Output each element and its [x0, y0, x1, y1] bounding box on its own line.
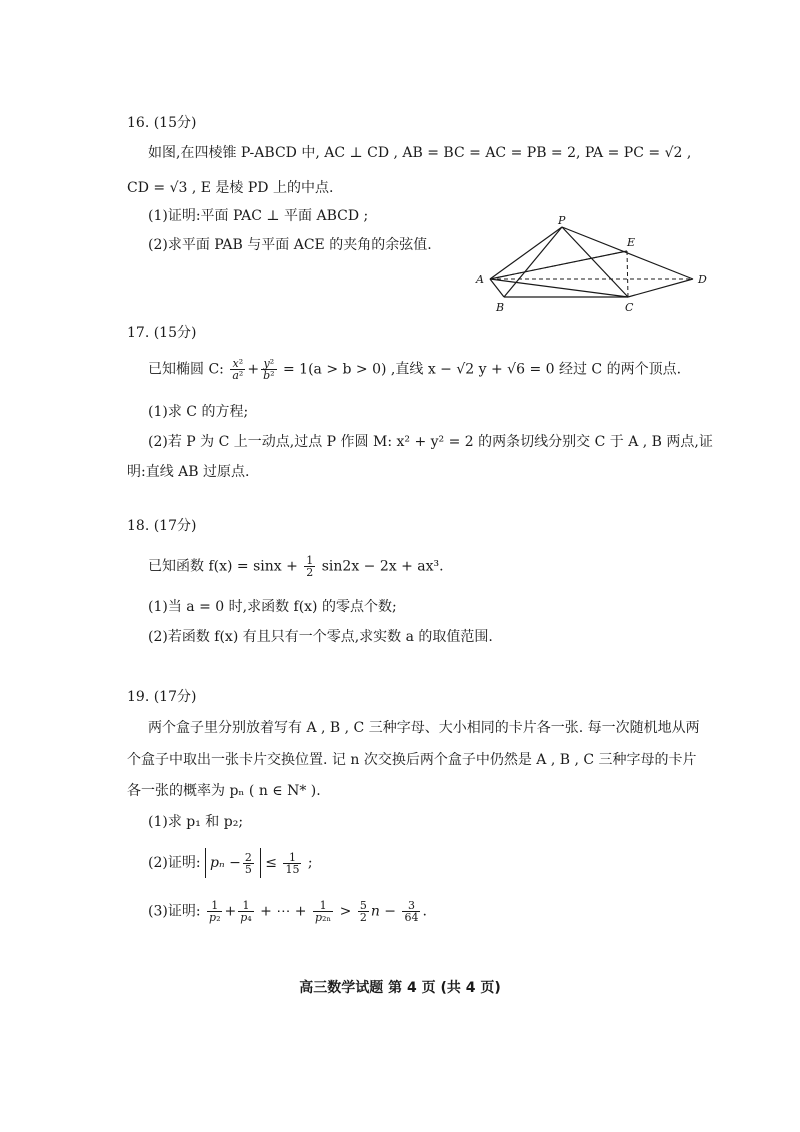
- q16-part2: (2)求平面 PAB 与平面 ACE 的夹角的余弦值.: [148, 237, 432, 253]
- frac-two-fifths: $\frac{2}{5}$: [244, 850, 252, 876]
- q18-heading: 18. (17分): [127, 518, 197, 534]
- label-E: E: [627, 236, 636, 249]
- q19-statement-line1: 两个盒子里分别放着写有 A , B , C 三种字母、大小相同的卡片各一张. 每一次随机地从两: [148, 720, 700, 736]
- q19-part1: (1)求 p₁ 和 p₂;: [148, 814, 244, 830]
- frac-y2-b2: $\frac{\text{y²}}{\text{b²}}$: [263, 357, 275, 382]
- q16-heading: 16. (15分): [127, 115, 197, 131]
- q18-statement: 已知函数 f(x) = sinx + $\frac{1}{2}$ sin2x − 2x + ax³.: [148, 554, 444, 579]
- q16-part1: (1)证明:平面 PAC ⊥ 平面 ABCD ;: [148, 208, 369, 224]
- q17-part1: (1)求 C 的方程;: [148, 404, 249, 420]
- label-D: D: [698, 273, 707, 286]
- abs-value: pₙ − $\frac{2}{5}$: [205, 848, 261, 878]
- q18-part1: (1)当 a = 0 时,求函数 f(x) 的零点个数;: [148, 599, 397, 615]
- frac-x2-a2: $\frac{\text{x²}}{\text{a²}}$: [232, 357, 244, 382]
- q19-part3: (3)证明: $\frac{1}{\text{p₂}}$ + $\frac{1}{\text{p₄}}$ + ⋯ + $\frac{1}{\text{p₂ₙ}}$ > $\frac{5}{2}$ n − $\frac{3}{64}$ .: [148, 899, 427, 924]
- q19-statement-line3: 各一张的概率为 pₙ ( n ∈ N* ).: [127, 783, 321, 799]
- q19-part2: (2)证明: pₙ − $\frac{2}{5}$ ≤ $\frac{1}{15}$ ;: [148, 848, 313, 878]
- q19-statement-line2: 个盒子中取出一张卡片交换位置. 记 n 次交换后两个盒子中仍然是 A , B , C 三种字母的卡片: [127, 752, 697, 768]
- q17-heading: 17. (15分): [127, 325, 197, 341]
- q16-statement-line2: CD = √3 , E 是棱 PD 上的中点.: [127, 180, 334, 196]
- label-A: A: [476, 273, 484, 286]
- frac-one-fifteenth: $\frac{1}{15}$: [285, 850, 300, 876]
- page-footer: 高三数学试题 第 4 页 (共 4 页): [299, 980, 501, 996]
- q17-statement: 已知椭圆 C: $\frac{\text{x²}}{\text{a²}}$ + $\frac{\text{y²}}{\text{b²}}$ = 1(a > b > 0) ,直线 x − √2 y + √6 = 0 经过 C 的两个顶点.: [148, 357, 682, 382]
- label-P: P: [558, 215, 566, 227]
- label-C: C: [625, 301, 634, 314]
- q17-part2b: 明:直线 AB 过原点.: [127, 464, 250, 480]
- frac-one-half: $\frac{1}{2}$: [306, 554, 314, 579]
- q17-part2a: (2)若 P 为 C 上一动点,过点 P 作圆 M: x² + y² = 2 的两条切线分别交 C 于 A , B 两点,证: [148, 434, 713, 450]
- q19-heading: 19. (17分): [127, 689, 197, 705]
- q16-pyramid-figure: [470, 215, 720, 315]
- label-B: B: [496, 301, 505, 314]
- q18-part2: (2)若函数 f(x) 有且只有一个零点,求实数 a 的取值范围.: [148, 629, 493, 645]
- q16-statement-line1: 如图,在四棱锥 P-ABCD 中, AC ⊥ CD , AB = BC = AC = PB = 2, PA = PC = √2 ,: [148, 145, 692, 161]
